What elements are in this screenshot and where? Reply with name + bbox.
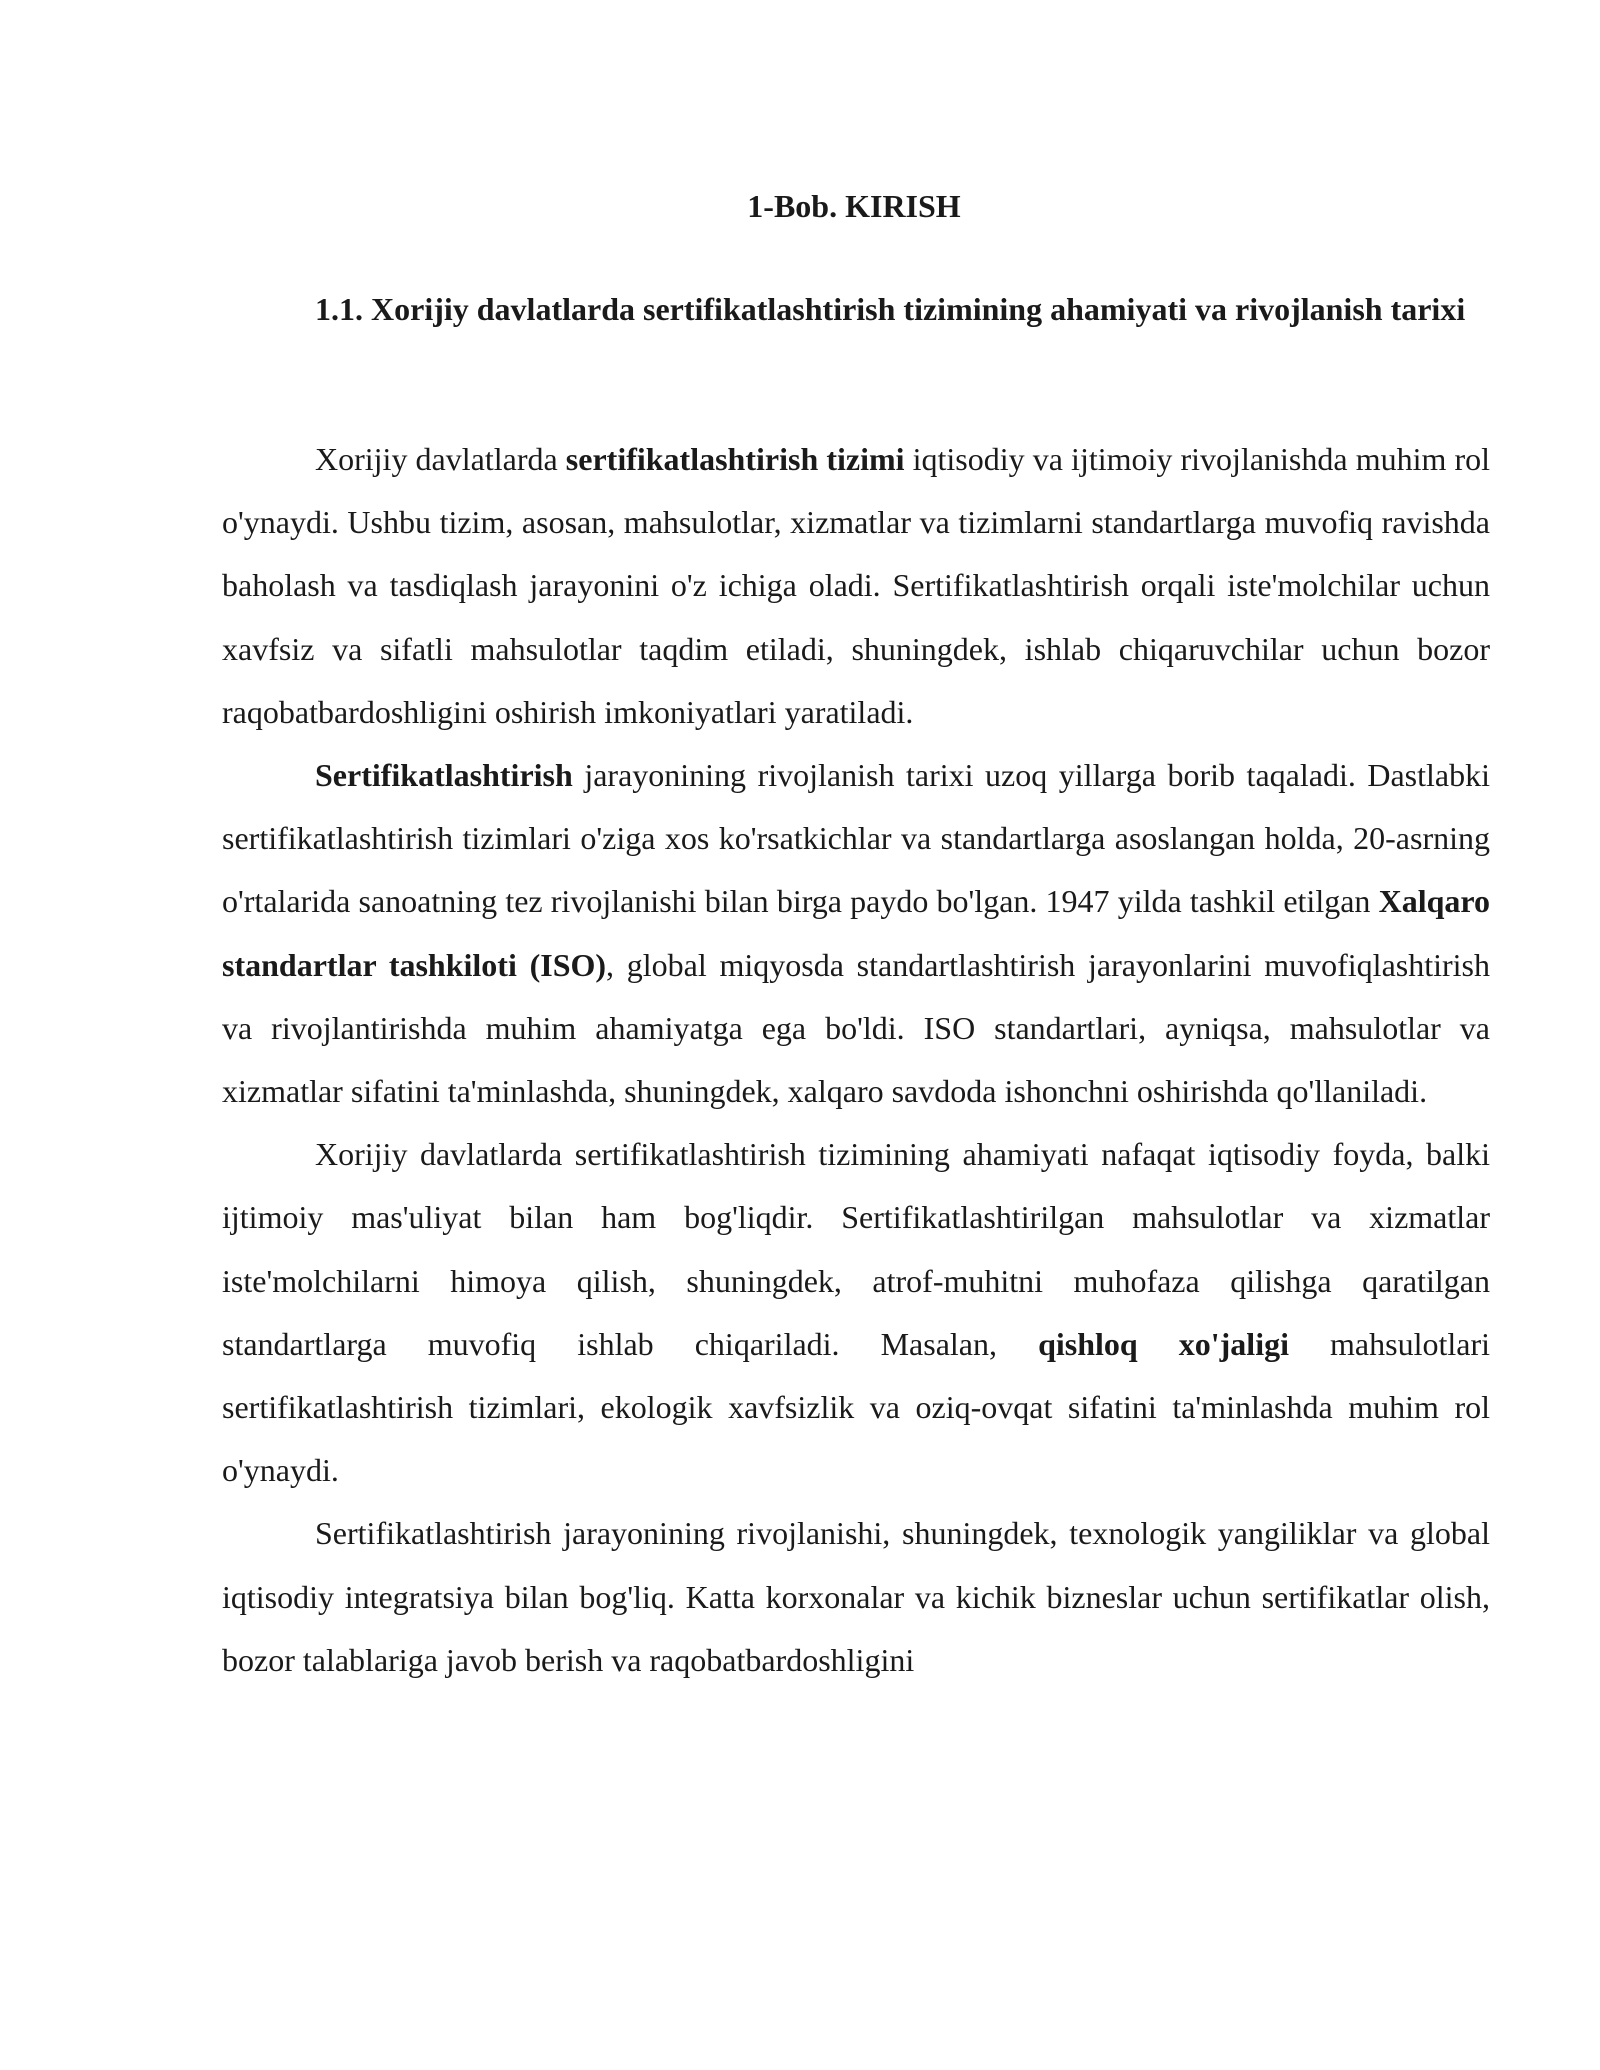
paragraph-3 xyxy=(222,1123,1490,1502)
paragraph-3-bold-1: qishloq xo'jaligi xyxy=(1038,1325,1289,1362)
paragraph-1-text-2: iqtisodiy va ijtimoiy rivojlanishda muhim rol o'ynaydi. Ushbu tizim, asosan, mahsulotlar, xizmatlar va tizimlarni standartlarga muvofiq ravishda baholash va tasdiqlash jarayonini o'z ichiga oladi. Sertifikatlashtirish orqali iste'molchilar uchun xavfsiz va sifatli mahsulotlar taqdim etiladi, shuningdek, ishlab chiqaruvchilar uchun bozor raqobatbardoshligini oshirish imkoniyatlari yaratiladi. xyxy=(222,441,1491,730)
paragraph-2-bold-2: Xalqaro standartlar tashkiloti (ISO) xyxy=(222,883,1490,983)
paragraph-2-bold-1: Sertifikatlashtirish xyxy=(315,757,573,794)
paragraph-3-text-2: mahsulotlari sertifikatlashtirish tizimlari, ekologik xavfsizlik va oziq-ovqat sifatini ta'minlashda muhim rol o'ynaydi. xyxy=(222,1325,1491,1489)
paragraph-4-text-1: Sertifikatlashtirish jarayonining rivojlanishi, shuningdek, texnologik yangiliklar va global iqtisodiy integratsiya bilan bog'liq. Katta korxonalar va kichik bizneslar uchun sertifikatlar olish, bozor talablariga javob berish va raqobatbardoshligini xyxy=(222,1515,1490,1678)
paragraph-3-text-1: Xorijiy davlatlarda sertifikatlashtirish tizimining ahamiyati nafaqat iqtisodiy foyda, balki ijtimoiy mas'uliyat bilan ham bog'liqdir. Sertifikatlashtirilgan mahsulotlar va xizmatlar iste'molchilarni himoya qilish, shuningdek, atrof-muhitni muhofaza qilishga qaratilgan standartlarga muvofiq ishlab chiqariladi. Masalan, xyxy=(222,1136,1490,1362)
paragraph-1-text-1: Xorijiy davlatlarda xyxy=(315,441,566,477)
paragraph-2-text-1: jarayonining rivojlanish tarixi uzoq yillarga borib taqaladi. Dastlabki sertifikatlashtirish tizimlari o'ziga xos ko'rsatkichlar va standartlarga asoslangan holda, 20-asrning o'rtalarida sanoatning tez rivojlanishi bilan birga paydo bo'lgan. 1947 yilda tashkil etilgan xyxy=(222,757,1490,920)
paragraph-4 xyxy=(222,1502,1490,1692)
paragraph-2-text-2: , global miqyosda standartlashtirish jarayonlarini muvofiqlashtirish va rivojlantirishda muhim ahamiyatga ega bo'ldi. ISO standartlari, ayniqsa, mahsulotlar va xizmatlar sifatini ta'minlashda, shuningdek, xalqaro savdoda ishonchni oshirishda qo'llaniladi. xyxy=(222,946,1490,1110)
chapter-title: 1-Bob. KIRISH xyxy=(747,188,961,224)
body-text xyxy=(222,428,1490,1692)
section-title: 1.1. Xorijiy davlatlarda sertifikatlashtirish tizimining ahamiyati va rivojlanish tarixi xyxy=(315,291,1466,327)
paragraph-1-bold-1: sertifikatlashtirish tizimi xyxy=(565,441,905,477)
paragraph-2 xyxy=(222,744,1490,1123)
paragraph-1 xyxy=(222,428,1490,744)
